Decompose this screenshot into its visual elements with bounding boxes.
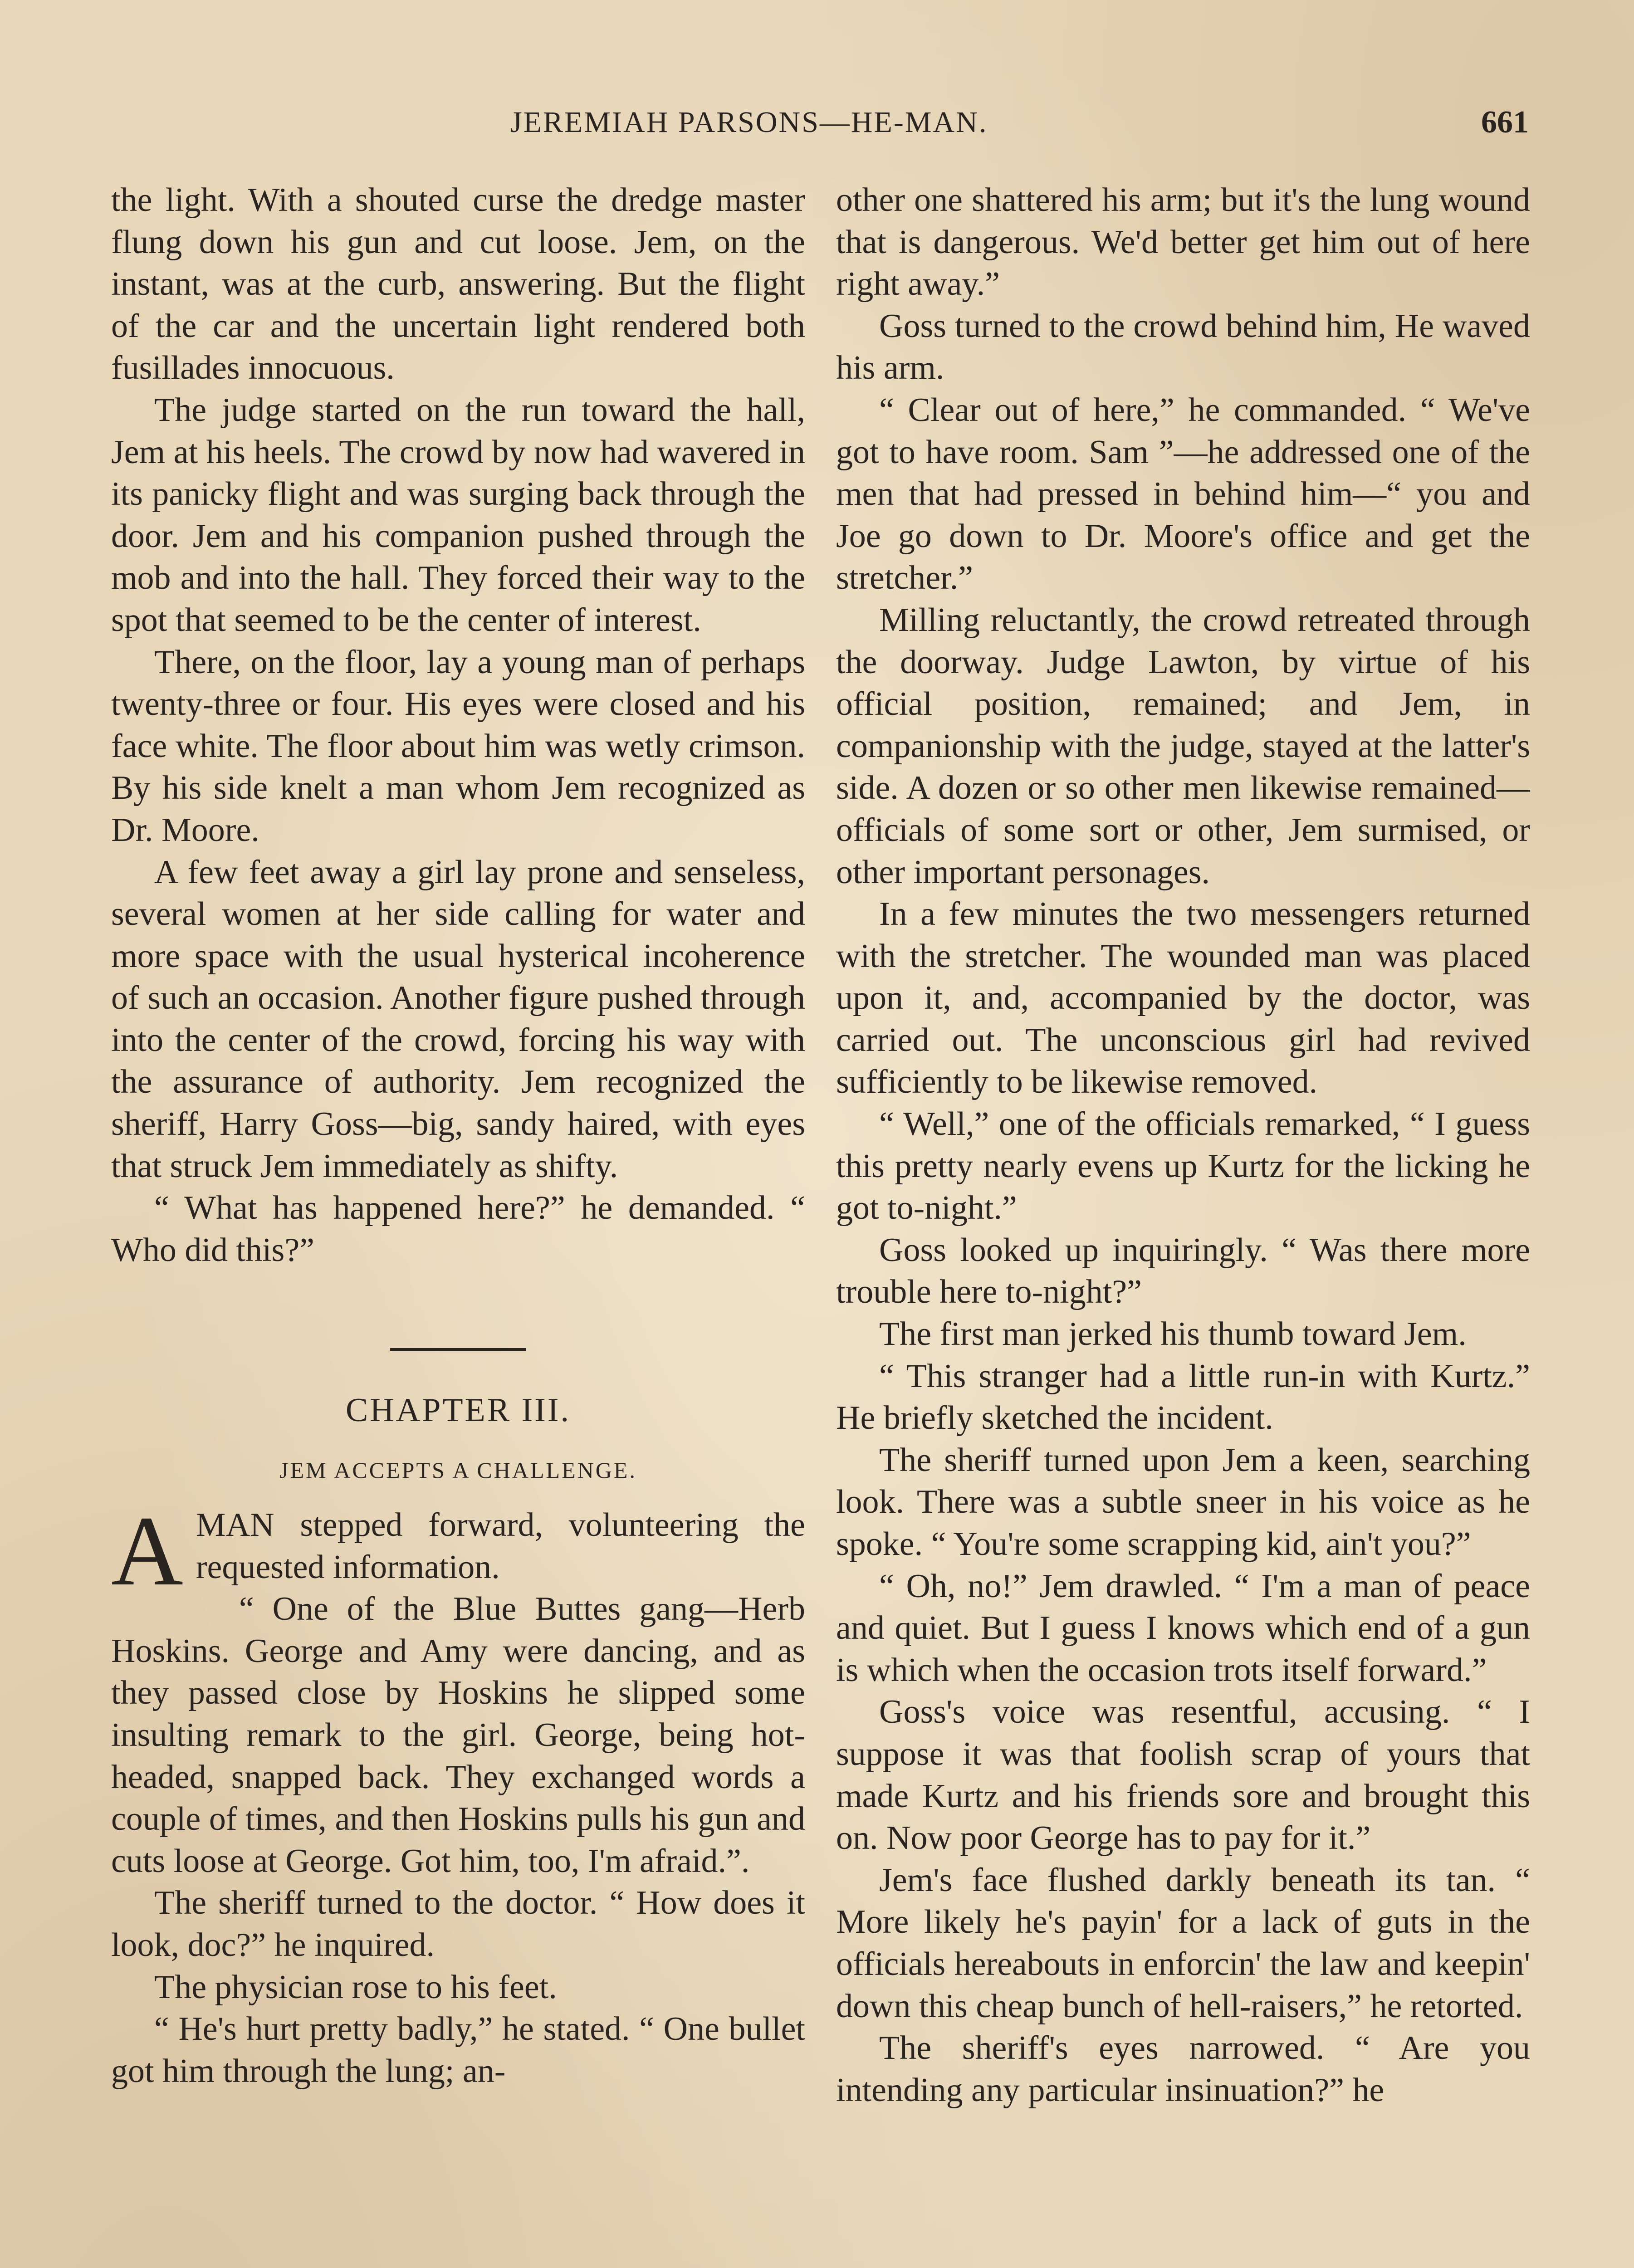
- paragraph: the light. With a shouted curse the dredge master flung down his gun and cut loose. Jem, on the instant, was at the curb, answering. But the flight of the car and the uncertain light rendered both fusillades innocuous.: [111, 181, 805, 387]
- chapter-opening-paragraph: [111, 1496, 805, 1607]
- paragraph: “ He's hurt pretty badly,” he stated. “ One bullet got him through the lung; an-: [111, 2010, 805, 2090]
- chapter-title: CHAPTER III.: [345, 1392, 571, 1429]
- paragraph: There, on the floor, lay a young man of perhaps twenty-three or four. His eyes were closed and his face white. The floor about him was wetly crimson. By his side knelt a man whom Jem recognized as Dr. Moore.: [111, 643, 805, 849]
- paragraph: A few feet away a girl lay prone and senseless, several women at her side calling for water and more space with the usual hysterical incoherence of such an occasion. Another figure pushed through into the center of the crowd, forcing his way with the assurance of authority. Jem recognized the sheriff, Harry Goss—big, sandy haired, with eyes that struck Jem immediately as shifty.: [111, 853, 805, 1185]
- paragraph: Milling reluctantly, the crowd retreated through the doorway. Judge Lawton, by virtue of his official position, remained; and Jem, in companionship with the judge, stayed at the latter's side. A dozen or so other men likewise remained—officials of some sort or other, Jem surmised, or other important personages.: [836, 601, 1530, 891]
- paragraph: The sheriff turned upon Jem a keen, searching look. There was a subtle sneer in his voice as he spoke. “ You're some scrapping kid, ain't you?”: [836, 1441, 1530, 1563]
- paragraph: “ Clear out of here,” he commanded. “ We've got to have room. Sam ”—he addressed one of the men that had pressed in behind him—“ you and Joe go down to Dr. Moore's office and get the stretcher.”: [836, 391, 1530, 597]
- paragraph: The first man jerked his thumb toward Jem.: [879, 1315, 1467, 1353]
- paragraph: Goss turned to the crowd behind him, He waved his arm.: [836, 307, 1530, 387]
- running-title: JEREMIAH PARSONS—HE-MAN.: [510, 106, 988, 139]
- paragraph: Jem's face flushed darkly beneath its tan. “ More likely he's payin' for a lack of guts in the officials hereabouts in enforcin' the law and keepin' down this cheap bunch of hell-raisers,” he retorted.: [836, 1861, 1530, 2025]
- paragraph: The judge started on the run toward the hall, Jem at his heels. The crowd by now had wavered in its panicky flight and was surging back through the door. Jem and his companion pushed through the mob and into the hall. They forced their way to the spot that seemed to be the center of interest.: [111, 391, 805, 639]
- page-number: 661: [1481, 105, 1529, 140]
- paragraph: In a few minutes the two messengers returned with the stretcher. The wounded man was placed upon it, and, accompanied by the doctor, was carried out. The unconscious girl had revived sufficiently to be likewise removed.: [836, 895, 1530, 1101]
- paragraph: “ One of the Blue Buttes gang—Herb Hoskins. George and Amy were dancing, and as they passed close by Hoskins he slipped some insulting remark to the girl. George, being hot-headed, snapped back. They exchanged words a couple of times, and then Hoskins pulls his gun and cuts loose at George. Got him, too, I'm afraid.”.: [111, 1590, 805, 1880]
- paragraph: The sheriff turned to the doctor. “ How does it look, doc?” he inquired.: [111, 1884, 805, 1964]
- chapter-opening-text: MAN stepped forward, volunteering the requested information.: [196, 1506, 805, 1586]
- paragraph: “ What has happened here?” he demanded. “ Who did this?”: [111, 1189, 805, 1269]
- paragraph: Goss looked up inquiringly. “ Was there more trouble here to-night?”: [836, 1231, 1530, 1311]
- paragraph: Goss's voice was resentful, accusing. “ I suppose it was that foolish scrap of yours that made Kurtz and his friends sore and brought this on. Now poor George has to pay for it.”: [836, 1693, 1530, 1857]
- paragraph: “ Well,” one of the officials remarked, “ I guess this pretty nearly evens up Kurtz for the licking he got to-night.”: [836, 1105, 1530, 1227]
- paragraph: The sheriff's eyes narrowed. “ Are you intending any particular insinuation?” he: [836, 2029, 1530, 2109]
- section-divider: [390, 1348, 526, 1351]
- right-column: [836, 179, 1530, 2268]
- paragraph: The physician rose to his feet.: [154, 1968, 557, 2006]
- left-column: [111, 179, 805, 2268]
- paragraph: “ This stranger had a little run-in with Kurtz.” He briefly sketched the incident.: [836, 1357, 1530, 1437]
- paragraph: “ Oh, no!” Jem drawled. “ I'm a man of peace and quiet. But I guess I knows which end of a gun is which when the occasion trots itself forward.”: [836, 1567, 1530, 1689]
- paragraph: other one shattered his arm; but it's the lung wound that is dangerous. We'd better get him out of here right away.”: [836, 181, 1530, 303]
- page-header: [109, 98, 1533, 152]
- drop-cap: A: [111, 1496, 183, 1607]
- chapter-subtitle: JEM ACCEPTS A CHALLENGE.: [279, 1457, 637, 1483]
